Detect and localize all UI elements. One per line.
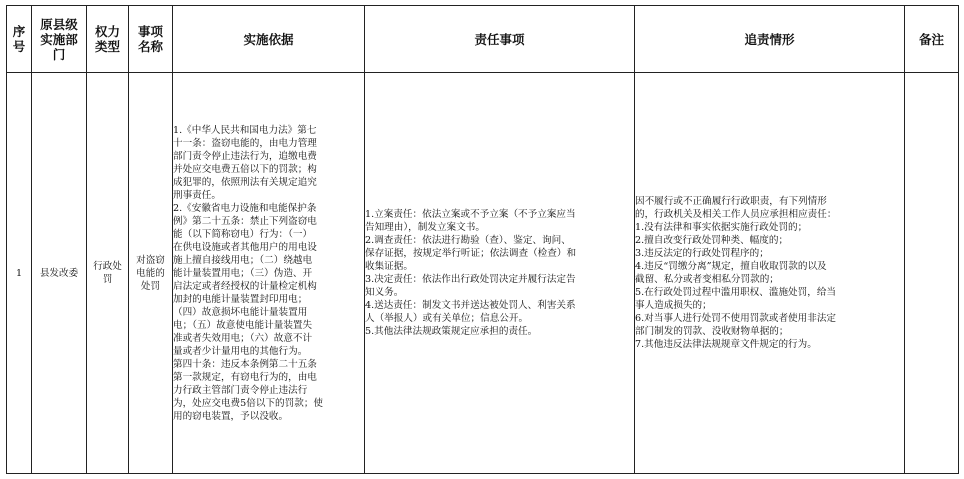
cell-item-name: 对盗窃 电能的 处罚 [129, 73, 173, 474]
text-line: （四）故意损坏电能计量装置用 [173, 306, 308, 318]
cell-basis [173, 73, 365, 474]
text-line: 能计量装置用电；（三）伪造、开 [173, 267, 313, 279]
text-line: 7.其他违反法律法规规章文件规定的行为。 [635, 339, 817, 350]
text-line: 因不履行或不正确履行行政职责，有下列情形 [635, 196, 827, 207]
text-line: 2.调查责任：依法进行勘验（查）、鉴定、询问、 [365, 235, 571, 246]
text-line: 5.在行政处罚过程中滥用职权、滥施处罚，给当 [635, 287, 837, 298]
header-row [7, 6, 959, 73]
text-line: 6.对当事人进行处罚不使用罚款或者使用非法定 [635, 313, 837, 324]
text-line: 1.没有法律和事实依据实施行政处罚的； [635, 222, 808, 233]
text-line: 启法定或者经授权的计量检定机构 [173, 280, 317, 292]
header-responsibility: 责任事项 [365, 6, 635, 73]
text-line: 1.立案责任：依法立案或不予立案（不予立案应当 [365, 209, 576, 220]
text-line: 4.违反“罚缴分离”规定，擅自收取罚款的以及 [635, 261, 827, 272]
text-line: 十一条：盗窃电能的，由电力管理 [173, 137, 317, 149]
text-line: 量或者少计量用电的其他行为。 [173, 345, 308, 357]
text-line: 告知理由），制发立案文书。 [365, 222, 485, 233]
header-seq: 序 号 [7, 6, 32, 73]
text-line: 人（举报人）或有关单位；信息公开。 [365, 313, 529, 324]
text-line: 刑事责任。 [173, 189, 221, 201]
table-row [7, 73, 959, 474]
header-item-name: 事项 名称 [129, 6, 173, 73]
cell-accountability [635, 73, 905, 474]
text-line: 1.《中华人民共和国电力法》第七 [173, 124, 317, 136]
text-line: 2.擅自改变行政处罚种类、幅度的； [635, 235, 789, 246]
text-line: 部门责令停止违法行为，追缴电费 [173, 150, 317, 162]
text-line: 知义务。 [365, 287, 404, 298]
cell-responsibility [365, 73, 635, 474]
header-power-type: 权力 类型 [87, 6, 129, 73]
text-line: 4.送达责任：制发文书并送达被处罚人、利害关系 [365, 300, 576, 311]
cell-seq: 1 [7, 73, 32, 474]
text-line: 用的窃电装置，予以没收。 [173, 410, 289, 422]
text-line: 成犯罪的，依照刑法有关规定追究 [173, 176, 317, 188]
text-line: 3.决定责任：依法作出行政处罚决定并履行法定告 [365, 274, 576, 285]
text-line: 电；（五）故意使电能计量装置失 [173, 319, 313, 331]
cell-dept: 县发改委 [32, 73, 87, 474]
text-line: 事人造成损失的； [635, 300, 712, 311]
text-line: 力行政主管部门责令停止违法行 [173, 384, 308, 396]
text-line: 在供电设施或者其他用户的用电设 [173, 241, 317, 253]
header-dept: 原县级 实施部 门 [32, 6, 87, 73]
text-line: 收集证据。 [365, 261, 413, 272]
text-line: 施上擅自接线用电；（二）绕越电 [173, 254, 313, 266]
header-accountability: 追责情形 [635, 6, 905, 73]
cell-power-type: 行政处 罚 [87, 73, 129, 474]
text-line: 准或者失效用电；（六）故意不计 [173, 332, 313, 344]
text-line: 保存证据，按规定举行听证；依法调查（检查）和 [365, 248, 577, 259]
cell-remarks [905, 73, 959, 474]
header-remarks: 备注 [905, 6, 959, 73]
text-line: 截留、私分或者变相私分罚款的； [635, 274, 779, 285]
text-line: 能（以下简称窃电）行为：（一） [173, 228, 313, 240]
text-line: 部门制发的罚款、没收财物单据的； [635, 326, 789, 337]
text-line: 3.违反法定的行政处罚程序的； [635, 248, 769, 259]
text-line: 第四十条：违反本条例第二十五条 [173, 358, 317, 370]
text-line: 为，处应交电费5倍以下的罚款；使 [173, 397, 324, 409]
text-line: 2.《安徽省电力设施和电能保护条 [173, 202, 317, 214]
header-basis: 实施依据 [173, 6, 365, 73]
text-line: 并处应交电费五倍以下的罚款；构 [173, 163, 317, 175]
power-list-table [6, 5, 959, 474]
text-line: 5.其他法律法规政策规定应承担的责任。 [365, 326, 538, 337]
text-line: 的，行政机关及相关工作人员应承担相应责任： [635, 209, 837, 220]
text-line: 例》第二十五条：禁止下列盗窃电 [173, 215, 317, 227]
text-line: 加封的电能计量装置封印用电； [173, 293, 308, 305]
text-line: 第一款规定，有窃电行为的，由电 [173, 371, 317, 383]
